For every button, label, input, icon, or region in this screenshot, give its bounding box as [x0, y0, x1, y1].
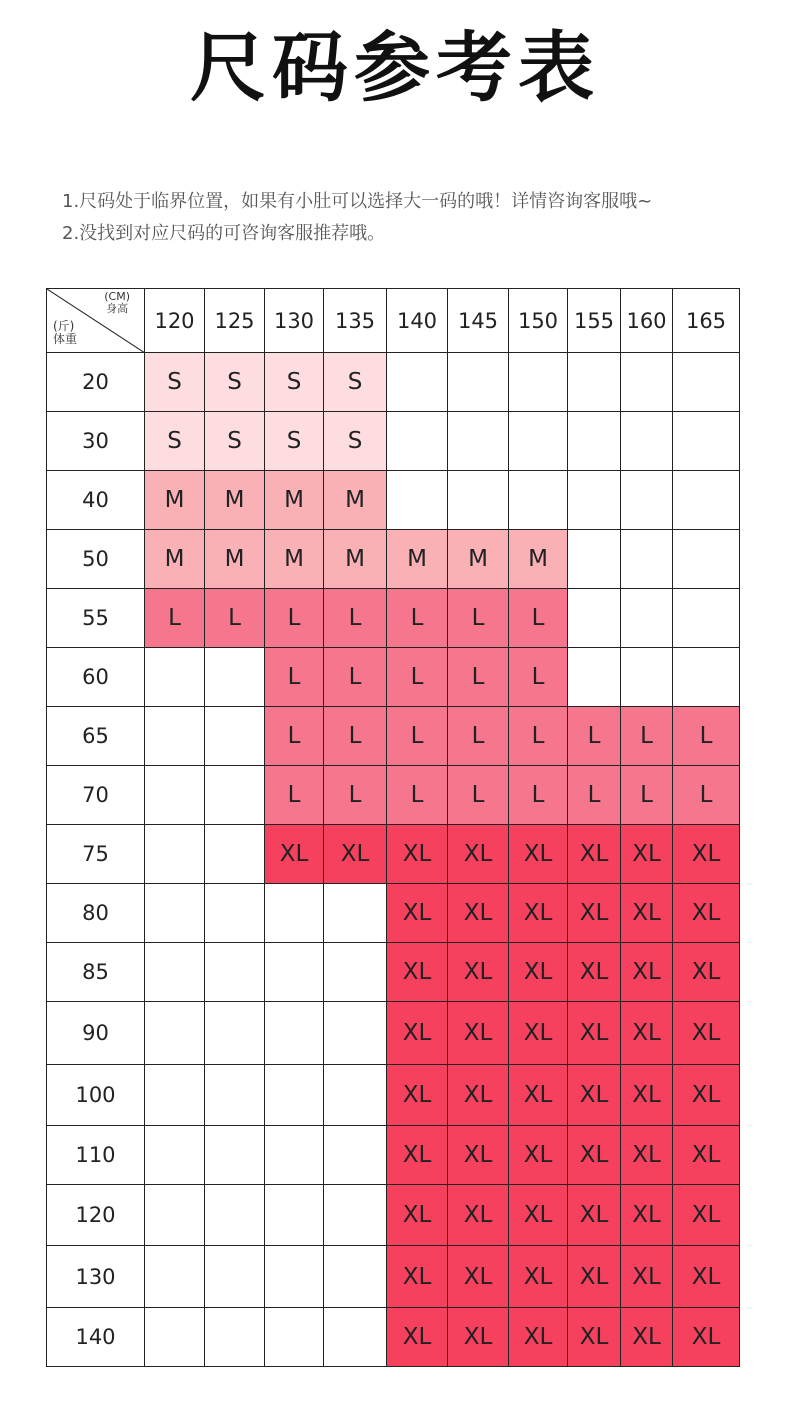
size-cell: M: [324, 530, 387, 589]
size-cell: XL: [621, 1308, 673, 1367]
size-cell: XL: [324, 825, 387, 884]
empty-cell: [324, 1185, 387, 1246]
empty-cell: [621, 589, 673, 648]
height-header-cell: 120: [145, 289, 205, 353]
empty-cell: [673, 589, 740, 648]
height-header-cell: 135: [324, 289, 387, 353]
size-cell: L: [568, 766, 621, 825]
size-cell: XL: [673, 1002, 740, 1065]
empty-cell: [673, 412, 740, 471]
size-cell: XL: [621, 1065, 673, 1126]
empty-cell: [509, 471, 568, 530]
size-cell: XL: [509, 1126, 568, 1185]
empty-cell: [205, 707, 265, 766]
empty-cell: [509, 353, 568, 412]
size-cell: M: [145, 471, 205, 530]
size-cell: XL: [621, 1185, 673, 1246]
empty-cell: [265, 943, 324, 1002]
size-cell: XL: [673, 1065, 740, 1126]
empty-cell: [145, 1002, 205, 1065]
empty-cell: [205, 648, 265, 707]
weight-header-cell: 60: [47, 648, 145, 707]
empty-cell: [324, 1246, 387, 1308]
empty-cell: [324, 1002, 387, 1065]
empty-cell: [265, 1246, 324, 1308]
empty-cell: [145, 766, 205, 825]
empty-cell: [145, 648, 205, 707]
weight-header-cell: 50: [47, 530, 145, 589]
size-cell: M: [324, 471, 387, 530]
size-cell: M: [387, 530, 448, 589]
table-row: [47, 1185, 740, 1246]
size-cell: XL: [387, 1065, 448, 1126]
empty-cell: [621, 648, 673, 707]
size-cell: XL: [621, 825, 673, 884]
size-cell: XL: [387, 1308, 448, 1367]
size-cell: XL: [621, 1246, 673, 1308]
size-cell: L: [265, 589, 324, 648]
size-cell: L: [265, 766, 324, 825]
size-cell: L: [387, 766, 448, 825]
empty-cell: [387, 353, 448, 412]
empty-cell: [387, 412, 448, 471]
empty-cell: [205, 1185, 265, 1246]
weight-header-cell: 120: [47, 1185, 145, 1246]
weight-header-cell: 90: [47, 1002, 145, 1065]
size-cell: XL: [448, 825, 509, 884]
empty-cell: [205, 884, 265, 943]
size-cell: S: [145, 353, 205, 412]
size-cell: L: [673, 707, 740, 766]
weight-header-cell: 30: [47, 412, 145, 471]
empty-cell: [145, 825, 205, 884]
note-2: 2.没找到对应尺码的可咨询客服推荐哦。: [62, 223, 386, 244]
size-cell: XL: [673, 1246, 740, 1308]
size-cell: L: [205, 589, 265, 648]
table-row: [47, 707, 740, 766]
empty-cell: [621, 412, 673, 471]
size-cell: L: [509, 589, 568, 648]
empty-cell: [265, 884, 324, 943]
table-row: [47, 825, 740, 884]
height-header-cell: 130: [265, 289, 324, 353]
corner-cell: [47, 289, 145, 353]
weight-header-cell: 140: [47, 1308, 145, 1367]
weight-axis-label: [53, 320, 77, 346]
table-row: [47, 1002, 740, 1065]
empty-cell: [145, 884, 205, 943]
height-header-cell: 140: [387, 289, 448, 353]
empty-cell: [324, 943, 387, 1002]
size-cell: XL: [568, 1126, 621, 1185]
weight-header-cell: 80: [47, 884, 145, 943]
weight-label: 体重: [53, 332, 78, 346]
empty-cell: [621, 353, 673, 412]
empty-cell: [205, 1308, 265, 1367]
size-cell: M: [265, 530, 324, 589]
size-cell: XL: [387, 943, 448, 1002]
empty-cell: [205, 1126, 265, 1185]
size-cell: M: [145, 530, 205, 589]
size-cell: XL: [387, 1002, 448, 1065]
size-cell: S: [324, 412, 387, 471]
empty-cell: [205, 1246, 265, 1308]
weight-header-cell: 75: [47, 825, 145, 884]
size-cell: XL: [509, 1185, 568, 1246]
height-header-cell: 145: [448, 289, 509, 353]
weight-unit: (斤): [53, 319, 75, 333]
size-cell: XL: [673, 1126, 740, 1185]
size-cell: XL: [448, 884, 509, 943]
page-title: 尺码参考表: [190, 23, 600, 112]
size-cell: S: [205, 353, 265, 412]
size-cell: L: [324, 648, 387, 707]
size-cell: XL: [509, 1246, 568, 1308]
size-cell: L: [621, 707, 673, 766]
size-cell: L: [145, 589, 205, 648]
size-cell: XL: [387, 825, 448, 884]
note-1: 1.尺码处于临界位置，如果有小肚可以选择大一码的哦！详情咨询客服哦~: [62, 191, 653, 212]
weight-header-cell: 70: [47, 766, 145, 825]
size-cell: XL: [673, 1185, 740, 1246]
empty-cell: [673, 353, 740, 412]
height-header-cell: 150: [509, 289, 568, 353]
weight-header-cell: 85: [47, 943, 145, 1002]
size-cell: XL: [568, 1308, 621, 1367]
size-cell: S: [324, 353, 387, 412]
size-cell: L: [448, 707, 509, 766]
size-cell: XL: [448, 1308, 509, 1367]
empty-cell: [145, 1246, 205, 1308]
height-header-cell: 165: [673, 289, 740, 353]
empty-cell: [324, 1126, 387, 1185]
size-cell: XL: [387, 1126, 448, 1185]
size-cell: S: [265, 353, 324, 412]
table-row: [47, 766, 740, 825]
table-row: [47, 1126, 740, 1185]
weight-header-cell: 40: [47, 471, 145, 530]
size-cell: XL: [673, 1308, 740, 1367]
size-cell: XL: [673, 825, 740, 884]
empty-cell: [673, 471, 740, 530]
empty-cell: [568, 648, 621, 707]
empty-cell: [145, 707, 205, 766]
size-cell: L: [448, 589, 509, 648]
size-cell: M: [509, 530, 568, 589]
weight-header-cell: 100: [47, 1065, 145, 1126]
size-cell: L: [509, 648, 568, 707]
weight-header-cell: 55: [47, 589, 145, 648]
size-cell: L: [387, 589, 448, 648]
empty-cell: [145, 1065, 205, 1126]
size-cell: L: [324, 766, 387, 825]
size-cell: XL: [509, 943, 568, 1002]
size-cell: XL: [448, 943, 509, 1002]
empty-cell: [387, 471, 448, 530]
size-cell: XL: [621, 1002, 673, 1065]
empty-cell: [265, 1308, 324, 1367]
empty-cell: [621, 471, 673, 530]
size-cell: XL: [568, 1002, 621, 1065]
empty-cell: [568, 471, 621, 530]
table-row: [47, 943, 740, 1002]
empty-cell: [673, 530, 740, 589]
empty-cell: [568, 589, 621, 648]
table-row: [47, 1246, 740, 1308]
size-cell: XL: [621, 1126, 673, 1185]
table-row: [47, 1065, 740, 1126]
height-header-cell: 160: [621, 289, 673, 353]
empty-cell: [448, 412, 509, 471]
size-cell: XL: [568, 943, 621, 1002]
height-label: 身高: [106, 302, 129, 315]
size-cell: S: [145, 412, 205, 471]
empty-cell: [205, 825, 265, 884]
empty-cell: [673, 648, 740, 707]
size-cell: M: [448, 530, 509, 589]
empty-cell: [205, 1065, 265, 1126]
size-cell: XL: [509, 1308, 568, 1367]
weight-header-cell: 65: [47, 707, 145, 766]
notes: [62, 186, 652, 250]
size-cell: S: [205, 412, 265, 471]
empty-cell: [324, 1308, 387, 1367]
size-cell: XL: [568, 825, 621, 884]
empty-cell: [568, 412, 621, 471]
empty-cell: [205, 766, 265, 825]
size-cell: L: [265, 707, 324, 766]
empty-cell: [205, 1002, 265, 1065]
size-cell: XL: [387, 1185, 448, 1246]
empty-cell: [265, 1126, 324, 1185]
empty-cell: [621, 530, 673, 589]
size-cell: L: [621, 766, 673, 825]
size-cell: M: [205, 471, 265, 530]
empty-cell: [509, 412, 568, 471]
empty-cell: [265, 1185, 324, 1246]
size-cell: M: [205, 530, 265, 589]
size-cell: XL: [568, 1065, 621, 1126]
size-cell: XL: [509, 1002, 568, 1065]
empty-cell: [145, 1185, 205, 1246]
weight-header-cell: 110: [47, 1126, 145, 1185]
height-unit: (CM): [104, 290, 130, 303]
table-row: [47, 648, 740, 707]
size-cell: XL: [621, 884, 673, 943]
size-chart-table: [46, 288, 740, 1367]
size-cell: M: [265, 471, 324, 530]
size-cell: L: [448, 648, 509, 707]
size-cell: L: [509, 766, 568, 825]
size-cell: L: [265, 648, 324, 707]
empty-cell: [324, 884, 387, 943]
height-header-cell: 155: [568, 289, 621, 353]
size-cell: XL: [568, 1185, 621, 1246]
empty-cell: [205, 943, 265, 1002]
height-header-row: [47, 289, 740, 353]
size-cell: XL: [568, 884, 621, 943]
size-cell: XL: [621, 943, 673, 1002]
empty-cell: [265, 1002, 324, 1065]
size-cell: XL: [448, 1126, 509, 1185]
table-row: [47, 412, 740, 471]
empty-cell: [145, 943, 205, 1002]
size-cell: L: [673, 766, 740, 825]
height-axis-label: [104, 291, 130, 315]
size-cell: XL: [448, 1065, 509, 1126]
table-row: [47, 1308, 740, 1367]
empty-cell: [145, 1308, 205, 1367]
table-row: [47, 884, 740, 943]
size-cell: S: [265, 412, 324, 471]
size-cell: XL: [265, 825, 324, 884]
size-cell: L: [568, 707, 621, 766]
empty-cell: [568, 353, 621, 412]
size-cell: L: [387, 707, 448, 766]
size-cell: L: [324, 707, 387, 766]
size-cell: XL: [448, 1002, 509, 1065]
size-cell: L: [387, 648, 448, 707]
weight-header-cell: 130: [47, 1246, 145, 1308]
table-row: [47, 471, 740, 530]
size-cell: XL: [387, 884, 448, 943]
empty-cell: [324, 1065, 387, 1126]
size-cell: XL: [568, 1246, 621, 1308]
size-cell: XL: [387, 1246, 448, 1308]
size-cell: XL: [673, 943, 740, 1002]
empty-cell: [448, 353, 509, 412]
size-cell: L: [509, 707, 568, 766]
size-cell: XL: [509, 1065, 568, 1126]
table-row: [47, 589, 740, 648]
height-header-cell: 125: [205, 289, 265, 353]
size-cell: L: [448, 766, 509, 825]
size-cell: XL: [509, 825, 568, 884]
size-cell: L: [324, 589, 387, 648]
empty-cell: [568, 530, 621, 589]
table-row: [47, 353, 740, 412]
empty-cell: [265, 1065, 324, 1126]
table-row: [47, 530, 740, 589]
empty-cell: [145, 1126, 205, 1185]
size-cell: XL: [673, 884, 740, 943]
size-cell: XL: [448, 1246, 509, 1308]
size-cell: XL: [509, 884, 568, 943]
empty-cell: [448, 471, 509, 530]
size-cell: XL: [448, 1185, 509, 1246]
weight-header-cell: 20: [47, 353, 145, 412]
